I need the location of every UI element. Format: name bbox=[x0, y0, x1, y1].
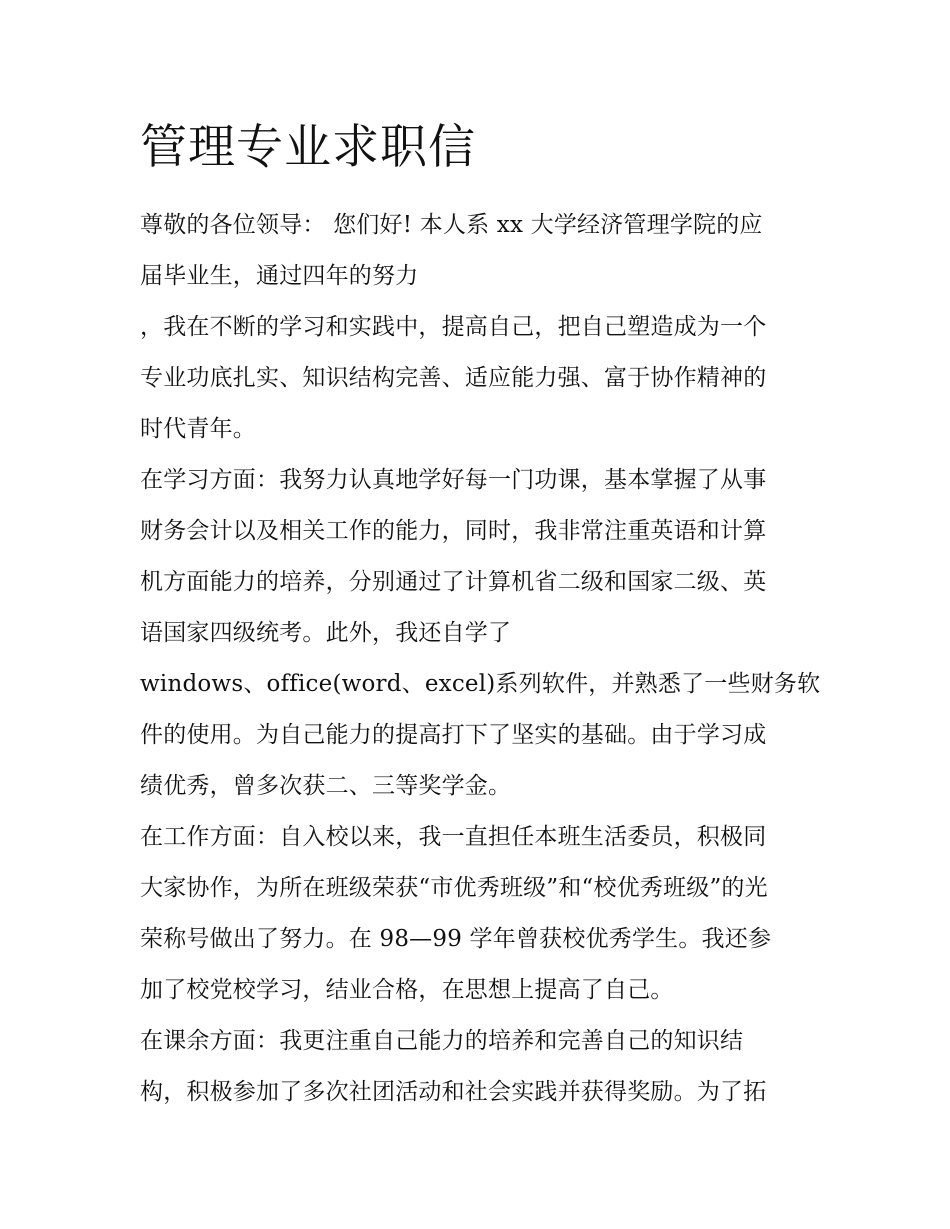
body-line: 在工作方面：自入校以来，我一直担任本班生活委员，积极同 bbox=[140, 824, 767, 850]
body-line: 在课余方面：我更注重自己能力的培养和完善自己的知识结 bbox=[140, 1028, 744, 1054]
document-title: 管理专业求职信 bbox=[140, 120, 476, 175]
body-line: 财务会计以及相关工作的能力，同时，我非常注重英语和计算 bbox=[140, 518, 767, 544]
body-line: 时代青年。 bbox=[140, 416, 256, 442]
body-line: 荣称号做出了努力。在 98—99 学年曾获校优秀学生。我还参 bbox=[140, 926, 772, 952]
body-line: 构，积极参加了多次社团活动和社会实践并获得奖励。为了拓 bbox=[140, 1079, 767, 1105]
body-line: 绩优秀，曾多次获二、三等奖学金。 bbox=[140, 773, 512, 799]
body-line: 届毕业生，通过四年的努力 bbox=[140, 263, 419, 289]
body-line: 大家协作，为所在班级荣获“市优秀班级”和“校优秀班级”的光 bbox=[140, 875, 768, 901]
body-line: 在学习方面：我努力认真地学好每一门功课，基本掌握了从事 bbox=[140, 467, 767, 493]
body-line: 机方面能力的培养，分别通过了计算机省二级和国家二级、英 bbox=[140, 569, 767, 595]
body-line: ，我在不断的学习和实践中，提高自己，把自己塑造成为一个 bbox=[140, 314, 767, 340]
document-body bbox=[140, 200, 820, 1118]
body-line: 尊敬的各位领导： 您们好! 本人系 xx 大学经济管理学院的应 bbox=[140, 212, 763, 238]
body-line: 加了校党校学习，结业合格，在思想上提高了自己。 bbox=[140, 977, 674, 1003]
body-line: windows、office(word、excel)系列软件，并熟悉了一些财务软 bbox=[140, 671, 821, 697]
body-line: 专业功底扎实、知识结构完善、适应能力强、富于协作精神的 bbox=[140, 365, 767, 391]
body-line: 件的使用。为自己能力的提高打下了坚实的基础。由于学习成 bbox=[140, 722, 767, 748]
body-line: 语国家四级统考。此外，我还自学了 bbox=[140, 620, 512, 646]
